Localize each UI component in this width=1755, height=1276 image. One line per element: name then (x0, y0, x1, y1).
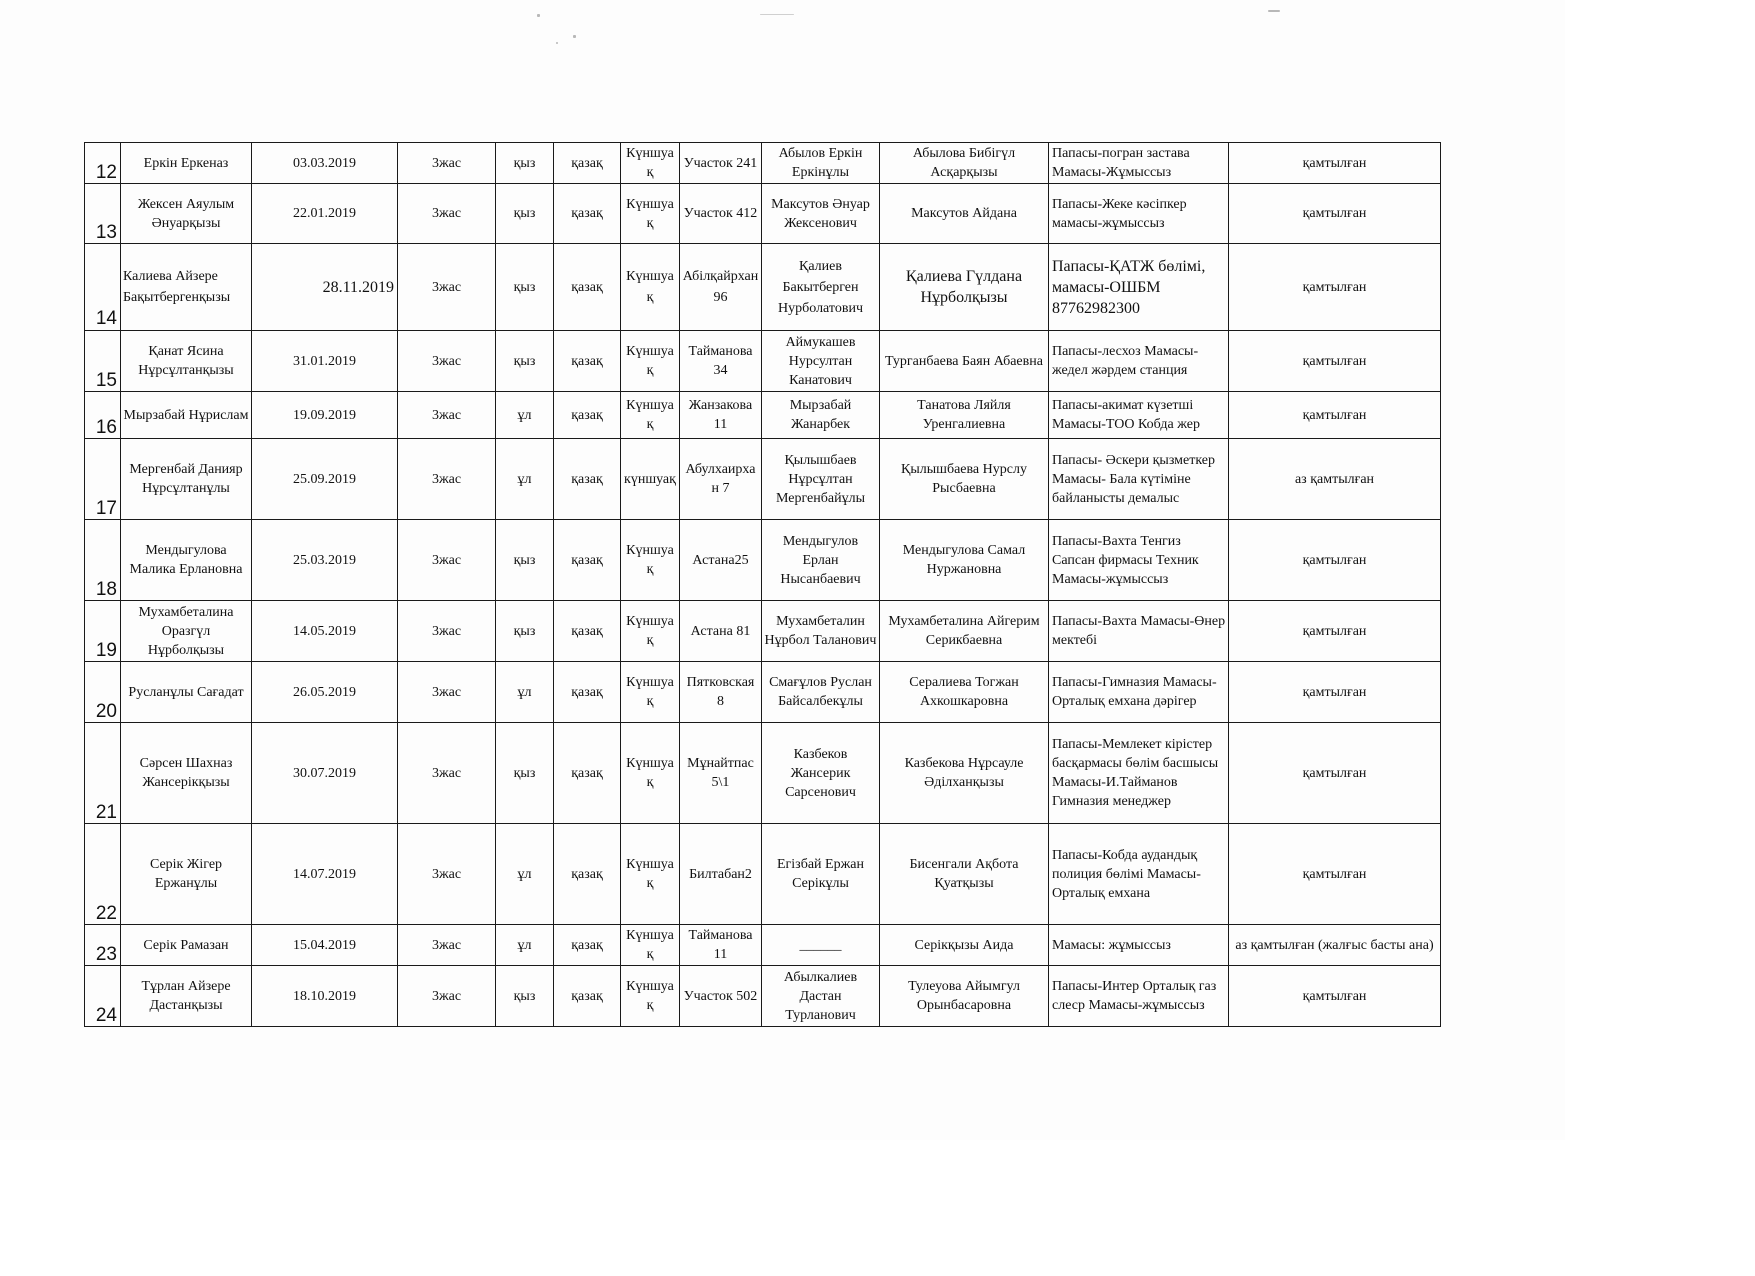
nationality: қазақ (554, 601, 621, 662)
child-name: Қанат Ясина Нұрсұлтанқызы (121, 331, 252, 392)
age: 3жас (398, 184, 496, 244)
gender: қыз (496, 143, 554, 184)
age: 3жас (398, 439, 496, 520)
coverage-status: аз қамтылған (1229, 439, 1441, 520)
father-name: Казбеков Жансерик Сарсенович (762, 723, 880, 824)
table-row (85, 392, 1441, 439)
coverage-status: қамтылған (1229, 392, 1441, 439)
coverage-status: қамтылған (1229, 662, 1441, 723)
address: Участок 241 (680, 143, 762, 184)
mother-name: Қылышбаева Нурслу Рысбаевна (880, 439, 1049, 520)
birth-date: 18.10.2019 (252, 966, 398, 1027)
table-row (85, 966, 1441, 1027)
address: Абулхаирхан 7 (680, 439, 762, 520)
address: Абілқайрхан 96 (680, 244, 762, 331)
parents-workplace: Папасы- Әскери қызметкер Мамасы- Бала күтіміне байланысты демалыс (1049, 439, 1229, 520)
father-name: Смағұлов Руслан Байсалбекұлы (762, 662, 880, 723)
mother-name: Абылова Бибігүл Асқарқызы (880, 143, 1049, 184)
nationality: қазақ (554, 662, 621, 723)
birth-date: 03.03.2019 (252, 143, 398, 184)
nationality: қазақ (554, 143, 621, 184)
coverage-status: қамтылған (1229, 143, 1441, 184)
child-name: Мендыгулова Малика Ерлановна (121, 520, 252, 601)
age: 3жас (398, 244, 496, 331)
coverage-status: қамтылған (1229, 520, 1441, 601)
mother-name: Сералиева Тогжан Ахкошкаровна (880, 662, 1049, 723)
child-name: Русланұлы Сағадат (121, 662, 252, 723)
child-name: Еркін Еркеназ (121, 143, 252, 184)
row-number: 14 (85, 244, 121, 331)
region: Күншуақ (621, 601, 680, 662)
mother-name: Максутов Айдана (880, 184, 1049, 244)
nationality: қазақ (554, 439, 621, 520)
gender: қыз (496, 966, 554, 1027)
address: Жанзакова 11 (680, 392, 762, 439)
row-number: 15 (85, 331, 121, 392)
gender: қыз (496, 520, 554, 601)
table-row (85, 601, 1441, 662)
row-number: 19 (85, 601, 121, 662)
nationality: қазақ (554, 966, 621, 1027)
birth-date: 19.09.2019 (252, 392, 398, 439)
child-name: Калиева Айзере Бақытбергенқызы (121, 244, 252, 331)
mother-name: Қалиева Гүлдана Нұрболқызы (880, 244, 1049, 331)
parents-workplace: Папасы-Вахта Мамасы-Өнер мектебі (1049, 601, 1229, 662)
parents-workplace: Папасы-Жеке кәсіпкер мамасы-жұмыссыз (1049, 184, 1229, 244)
region: Күншуақ (621, 824, 680, 925)
father-name: Қалиев Бакытберген Нурболатович (762, 244, 880, 331)
parents-workplace: Папасы-Кобда аудандық полиция бөлімі Мамасы-Орталық емхана (1049, 824, 1229, 925)
scan-speck (573, 35, 576, 38)
gender: ұл (496, 662, 554, 723)
coverage-status: қамтылған (1229, 601, 1441, 662)
address: Участок 412 (680, 184, 762, 244)
gender: ұл (496, 925, 554, 966)
parents-workplace: Папасы-акимат күзетші Мамасы-ТОО Кобда жер (1049, 392, 1229, 439)
parents-workplace: Папасы-Вахта Тенгиз Сапсан фирмасы Техник Мамасы-жұмыссыз (1049, 520, 1229, 601)
row-number: 20 (85, 662, 121, 723)
address: Билтабан2 (680, 824, 762, 925)
age: 3жас (398, 601, 496, 662)
parents-workplace: Папасы-ҚАТЖ бөлімі, мамасы-ОШБМ 87762982300 (1049, 244, 1229, 331)
birth-date: 22.01.2019 (252, 184, 398, 244)
scan-speck (537, 14, 540, 17)
children-roster-table (84, 142, 1441, 1027)
coverage-status: аз қамтылған (жалғыс басты ана) (1229, 925, 1441, 966)
child-name: Мухамбеталина Оразгүл Нұрболқызы (121, 601, 252, 662)
mother-name: Казбекова Нұрсауле Әділханқызы (880, 723, 1049, 824)
nationality: қазақ (554, 723, 621, 824)
gender: қыз (496, 723, 554, 824)
address: Участок 502 (680, 966, 762, 1027)
row-number: 16 (85, 392, 121, 439)
parents-workplace: Папасы-погран застава Мамасы-Жұмыссыз (1049, 143, 1229, 184)
child-name: Серік Рамазан (121, 925, 252, 966)
gender: қыз (496, 244, 554, 331)
row-number: 21 (85, 723, 121, 824)
scan-speck (556, 42, 558, 44)
table-row (85, 143, 1441, 184)
nationality: қазақ (554, 925, 621, 966)
father-name: Мухамбеталин Нұрбол Таланович (762, 601, 880, 662)
birth-date: 25.03.2019 (252, 520, 398, 601)
mother-name: Серікқызы Аида (880, 925, 1049, 966)
coverage-status: қамтылған (1229, 723, 1441, 824)
birth-date: 25.09.2019 (252, 439, 398, 520)
age: 3жас (398, 331, 496, 392)
father-name: Егізбай Ержан Серікұлы (762, 824, 880, 925)
table-row (85, 244, 1441, 331)
gender: қыз (496, 331, 554, 392)
row-number: 12 (85, 143, 121, 184)
nationality: қазақ (554, 331, 621, 392)
region: Күншуақ (621, 392, 680, 439)
parents-workplace: Папасы-лесхоз Мамасы-жедел жәрдем станция (1049, 331, 1229, 392)
mother-name: Тулеуова Айымгул Орынбасаровна (880, 966, 1049, 1027)
parents-workplace: Мамасы: жұмыссыз (1049, 925, 1229, 966)
table-row (85, 439, 1441, 520)
birth-date: 15.04.2019 (252, 925, 398, 966)
row-number: 18 (85, 520, 121, 601)
region: Күншуақ (621, 184, 680, 244)
table-row (85, 331, 1441, 392)
address: Пятковская 8 (680, 662, 762, 723)
nationality: қазақ (554, 392, 621, 439)
age: 3жас (398, 392, 496, 439)
region: Күншуақ (621, 244, 680, 331)
mother-name: Мендыгулова Самал Нуржановна (880, 520, 1049, 601)
coverage-status: қамтылған (1229, 824, 1441, 925)
father-name: ______ (762, 925, 880, 966)
region: Күншуақ (621, 925, 680, 966)
child-name: Мырзабай Нұрислам (121, 392, 252, 439)
child-name: Тұрлан Айзере Дастанқызы (121, 966, 252, 1027)
coverage-status: қамтылған (1229, 966, 1441, 1027)
birth-date: 30.07.2019 (252, 723, 398, 824)
region: Күншуақ (621, 662, 680, 723)
age: 3жас (398, 662, 496, 723)
table-row (85, 520, 1441, 601)
region: күншуақ (621, 439, 680, 520)
birth-date: 31.01.2019 (252, 331, 398, 392)
birth-date: 26.05.2019 (252, 662, 398, 723)
father-name: Мендыгулов Ерлан Нысанбаевич (762, 520, 880, 601)
coverage-status: қамтылған (1229, 244, 1441, 331)
region: Күншуақ (621, 723, 680, 824)
mother-name: Танатова Ляйля Уренгалиевна (880, 392, 1049, 439)
gender: ұл (496, 824, 554, 925)
address: Тайманова 34 (680, 331, 762, 392)
age: 3жас (398, 925, 496, 966)
row-number: 13 (85, 184, 121, 244)
region: Күншуақ (621, 966, 680, 1027)
father-name: Максутов Әнуар Жексенович (762, 184, 880, 244)
row-number: 22 (85, 824, 121, 925)
father-name: Абылкалиев Дастан Турланович (762, 966, 880, 1027)
child-name: Мергенбай Данияр Нұрсұлтанұлы (121, 439, 252, 520)
age: 3жас (398, 824, 496, 925)
row-number: 23 (85, 925, 121, 966)
gender: қыз (496, 601, 554, 662)
parents-workplace: Папасы-Интер Орталық газ слеср Мамасы-жұмыссыз (1049, 966, 1229, 1027)
region: Күншуақ (621, 143, 680, 184)
child-name: Сәрсен Шахназ Жансерікқызы (121, 723, 252, 824)
birth-date: 14.05.2019 (252, 601, 398, 662)
address: Мұнайтпас 5\1 (680, 723, 762, 824)
mother-name: Турганбаева Баян Абаевна (880, 331, 1049, 392)
age: 3жас (398, 143, 496, 184)
address: Астана 81 (680, 601, 762, 662)
table-row (85, 184, 1441, 244)
coverage-status: қамтылған (1229, 331, 1441, 392)
father-name: Аймукашев Нурсултан Канатович (762, 331, 880, 392)
scan-streak (1268, 10, 1280, 12)
child-name: Серік Жігер Ержанұлы (121, 824, 252, 925)
gender: қыз (496, 184, 554, 244)
region: Күншуақ (621, 331, 680, 392)
mother-name: Мухамбеталина Айгерим Серикбаевна (880, 601, 1049, 662)
age: 3жас (398, 966, 496, 1027)
coverage-status: қамтылған (1229, 184, 1441, 244)
nationality: қазақ (554, 184, 621, 244)
gender: ұл (496, 392, 554, 439)
table-row (85, 824, 1441, 925)
region: Күншуақ (621, 520, 680, 601)
age: 3жас (398, 723, 496, 824)
birth-date: 28.11.2019 (252, 244, 398, 331)
nationality: қазақ (554, 520, 621, 601)
parents-workplace: Папасы-Гимназия Мамасы-Орталық емхана дәрігер (1049, 662, 1229, 723)
table-row (85, 662, 1441, 723)
nationality: қазақ (554, 824, 621, 925)
parents-workplace: Папасы-Мемлекет кірістер басқармасы бөлім басшысы Мамасы-И.Тайманов Гимназия менеджер (1049, 723, 1229, 824)
child-name: Жексен Аяулым Әнуарқызы (121, 184, 252, 244)
table-row (85, 925, 1441, 966)
scan-streak (760, 14, 794, 15)
father-name: Қылышбаев Нұрсұлтан Мергенбайұлы (762, 439, 880, 520)
row-number: 24 (85, 966, 121, 1027)
row-number: 17 (85, 439, 121, 520)
gender: ұл (496, 439, 554, 520)
father-name: Мырзабай Жанарбек (762, 392, 880, 439)
father-name: Абылов Еркін Еркінұлы (762, 143, 880, 184)
address: Тайманова 11 (680, 925, 762, 966)
address: Астана25 (680, 520, 762, 601)
table-row (85, 723, 1441, 824)
birth-date: 14.07.2019 (252, 824, 398, 925)
mother-name: Бисенгали Ақбота Қуатқызы (880, 824, 1049, 925)
nationality: қазақ (554, 244, 621, 331)
age: 3жас (398, 520, 496, 601)
